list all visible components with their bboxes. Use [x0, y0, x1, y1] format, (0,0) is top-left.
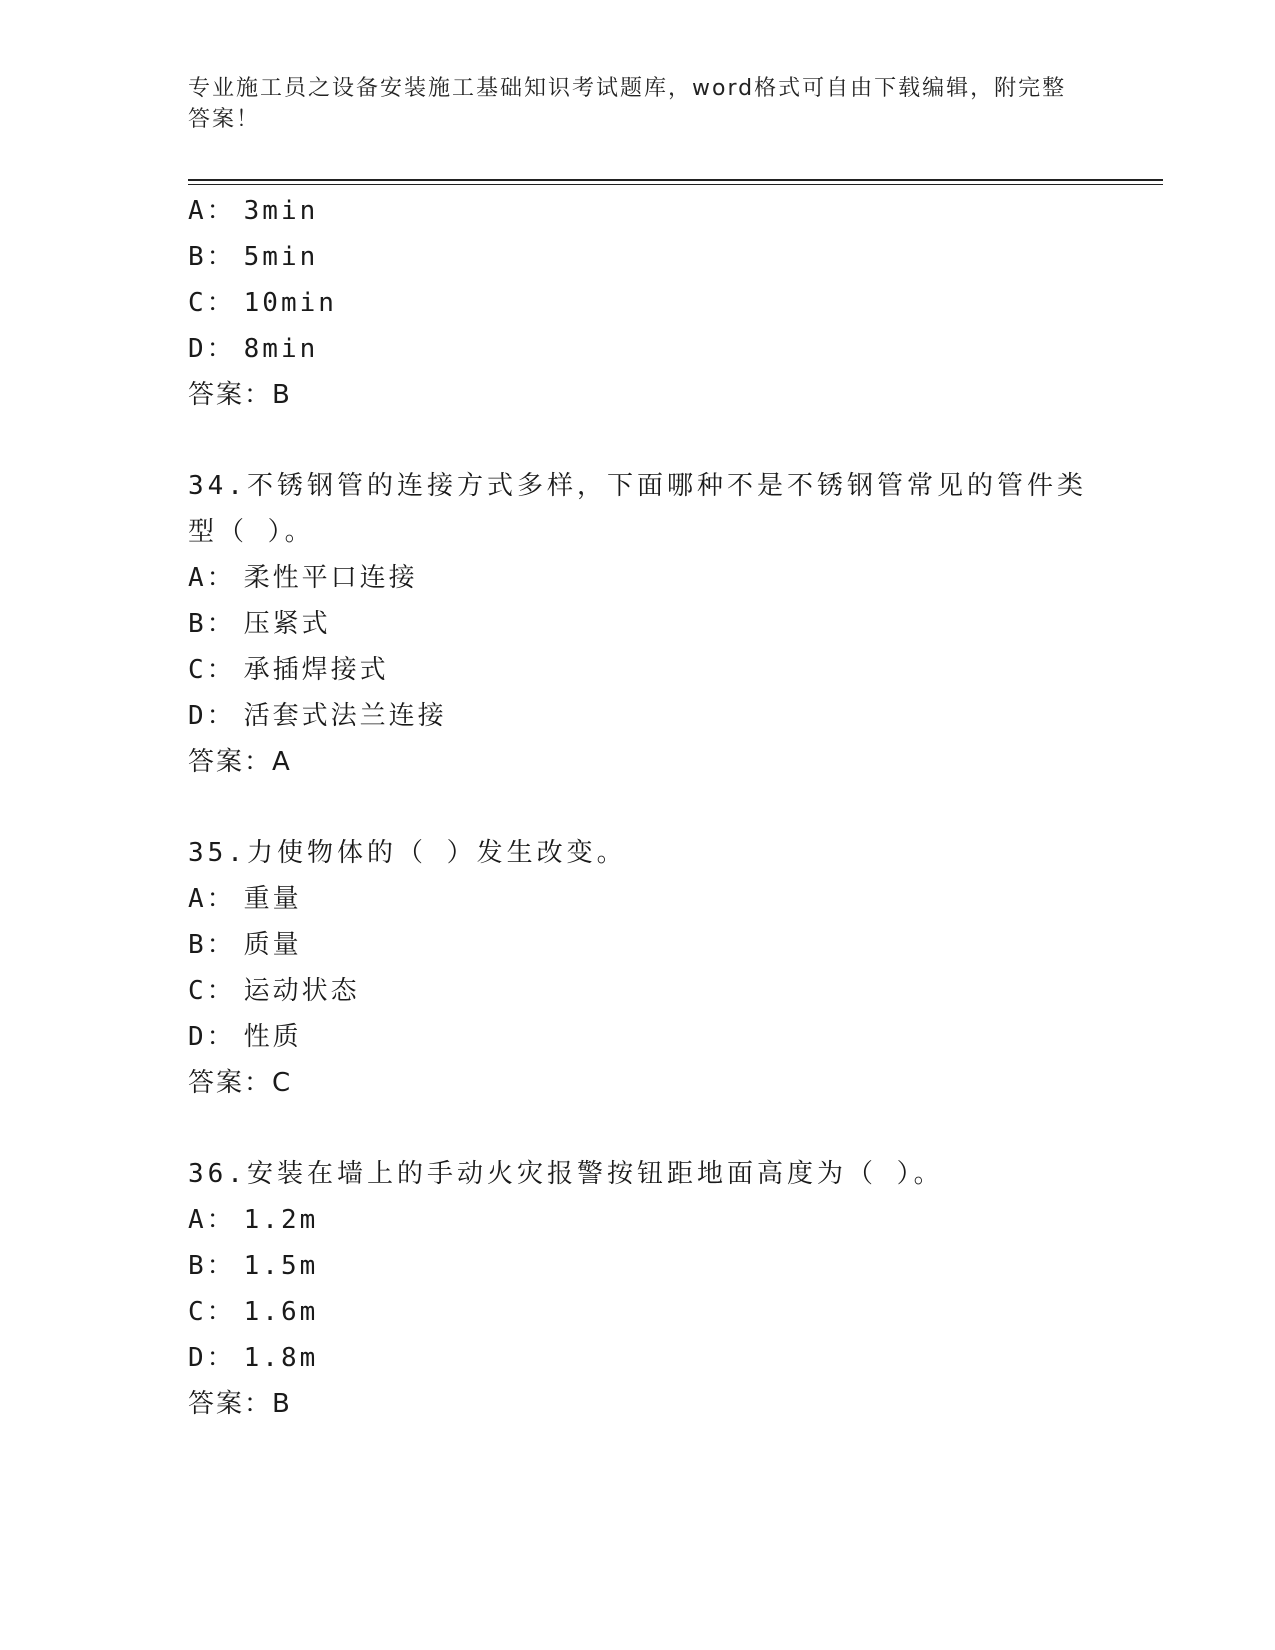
option-c: C： 运动状态	[188, 976, 360, 1006]
option-b: B： 5min	[188, 242, 319, 272]
option-c: C： 10min	[188, 288, 337, 318]
answer-label: 答案：C	[188, 1068, 293, 1098]
question-block-35	[188, 830, 1088, 1106]
question-block-36	[188, 1151, 1088, 1427]
header-divider-thin	[188, 184, 1163, 185]
answer-label: 答案：B	[188, 380, 292, 410]
option-a: A： 重量	[188, 884, 302, 914]
question-text: 34.不锈钢管的连接方式多样，下面哪种不是不锈钢管常见的管件类型（ ）。	[188, 471, 1087, 547]
header-divider-thick	[188, 179, 1163, 181]
option-c: C： 承插焊接式	[188, 655, 389, 685]
option-b: B： 1.5m	[188, 1251, 319, 1281]
question-block-34	[188, 463, 1088, 785]
option-a: A： 1.2m	[188, 1205, 319, 1235]
answer-label: 答案：B	[188, 1389, 292, 1419]
option-b: B： 质量	[188, 930, 302, 960]
option-d: D： 活套式法兰连接	[188, 701, 447, 731]
answer-label: 答案：A	[188, 747, 292, 777]
option-a: A： 3min	[188, 196, 319, 226]
document-body	[188, 188, 1088, 1472]
question-block-partial	[188, 188, 1088, 418]
document-header: 专业施工员之设备安装施工基础知识考试题库，word格式可自由下载编辑，附完整答案！	[188, 76, 1067, 132]
option-d: D： 1.8m	[188, 1343, 319, 1373]
option-d: D： 性质	[188, 1022, 302, 1052]
question-text: 35.力使物体的（ ）发生改变。	[188, 838, 627, 868]
option-b: B： 压紧式	[188, 609, 331, 639]
option-a: A： 柔性平口连接	[188, 563, 418, 593]
question-text: 36.安装在墙上的手动火灾报警按钮距地面高度为（ ）。	[188, 1159, 944, 1189]
option-c: C： 1.6m	[188, 1297, 319, 1327]
option-d: D： 8min	[188, 334, 319, 364]
